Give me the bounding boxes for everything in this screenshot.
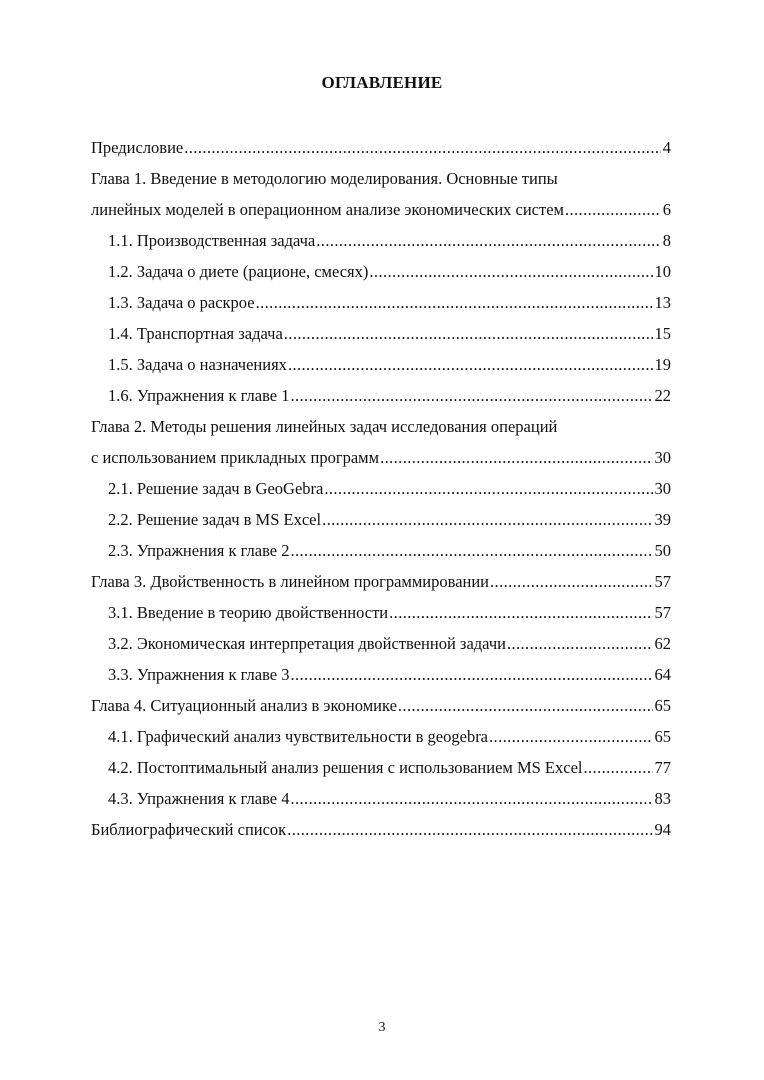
toc-entry-section-4-1	[91, 721, 671, 752]
dot-leader	[565, 200, 661, 220]
toc-entry-text: 1.2. Задача о диете (рационе, смесях)	[108, 261, 369, 281]
toc-entry-text: 3.1. Введение в теорию двойственности	[108, 602, 389, 622]
toc-entry-text: 1.5. Задача о назначениях	[108, 354, 287, 374]
toc-entry-section-1-6	[91, 380, 671, 411]
toc-entry-section-1-2	[91, 256, 671, 287]
toc-entry-preface	[91, 132, 671, 163]
toc-entry-section-2-2	[91, 504, 671, 535]
toc-entry-text: с использованием прикладных программ	[91, 447, 380, 467]
toc-page-number: 19	[654, 354, 671, 374]
toc-entry-text: Глава 3. Двойственность в линейном программировании	[91, 571, 490, 591]
toc-entry-text: Библиографический список	[91, 819, 287, 839]
toc-page-number: 8	[662, 230, 671, 250]
toc-page-number: 4	[662, 137, 671, 157]
toc-page-number: 22	[654, 385, 671, 405]
toc-page-number: 57	[654, 571, 671, 591]
toc-entry-text: 4.2. Постоптимальный анализ решения с использованием MS Excel	[108, 757, 583, 777]
toc-page-number: 64	[654, 664, 671, 684]
toc-entry-text: 3.2. Экономическая интерпретация двойственной задачи	[108, 633, 506, 653]
toc-page-number: 30	[654, 478, 671, 498]
toc-entry-section-2-3	[91, 535, 671, 566]
toc-entry-chapter-2	[91, 442, 671, 473]
toc-entry-text: 1.4. Транспортная задача	[108, 323, 283, 343]
dot-leader	[489, 727, 652, 747]
dot-leader	[284, 324, 653, 344]
dot-leader	[389, 603, 652, 623]
toc-entry-text: 2.3. Упражнения к главе 2	[108, 540, 290, 560]
dot-leader	[287, 820, 652, 840]
toc-entry-section-2-1	[91, 473, 671, 504]
toc-entry-section-1-4	[91, 318, 671, 349]
toc-entry-text: 1.1. Производственная задача	[108, 230, 316, 250]
toc-entry-section-3-2	[91, 628, 671, 659]
dot-leader	[184, 138, 661, 158]
toc-entry-chapter-1-heading	[91, 163, 671, 194]
toc-entry-section-4-2	[91, 752, 671, 783]
dot-leader	[316, 231, 660, 251]
toc-entry-text: Глава 4. Ситуационный анализ в экономике	[91, 695, 397, 715]
toc-page-number: 10	[654, 261, 671, 281]
toc-entry-text: 2.1. Решение задач в GeoGebra	[108, 478, 324, 498]
toc-entry-text: 4.1. Графический анализ чувствительности в geogebra	[108, 726, 489, 746]
dot-leader	[324, 479, 652, 499]
dot-leader	[369, 262, 652, 282]
toc-entry-chapter-4	[91, 690, 671, 721]
toc-entry-text: 3.3. Упражнения к главе 3	[108, 664, 290, 684]
page-title: ОГЛАВЛЕНИЕ	[321, 73, 443, 92]
toc-entry-text: 4.3. Упражнения к главе 4	[108, 788, 290, 808]
toc-entry-section-1-5	[91, 349, 671, 380]
dot-leader	[290, 789, 652, 809]
dot-leader	[290, 665, 652, 685]
dot-leader	[288, 355, 653, 375]
toc-page-number: 83	[654, 788, 671, 808]
toc-entry-section-3-3	[91, 659, 671, 690]
toc-entry-text: 2.2. Решение задач в MS Excel	[108, 509, 322, 529]
toc-page-number: 50	[654, 540, 671, 560]
dot-leader	[490, 572, 652, 592]
toc-entry-text: 1.3. Задача о раскрое	[108, 292, 255, 312]
toc-page-number: 62	[654, 633, 671, 653]
toc-entry-text: Глава 2. Методы решения линейных задач исследования операций	[91, 416, 558, 436]
table-of-contents	[91, 132, 671, 845]
toc-page-number: 65	[654, 695, 671, 715]
dot-leader	[584, 758, 653, 778]
toc-page-number: 6	[662, 199, 671, 219]
toc-entry-text: 1.6. Упражнения к главе 1	[108, 385, 290, 405]
toc-entry-section-4-3	[91, 783, 671, 814]
toc-page-number: 77	[654, 757, 671, 777]
toc-page-number: 15	[654, 323, 671, 343]
toc-entry-bibliography	[91, 814, 671, 845]
toc-page-number: 57	[654, 602, 671, 622]
toc-page-number: 65	[654, 726, 671, 746]
dot-leader	[322, 510, 652, 530]
toc-entry-text: Глава 1. Введение в методологию моделирования. Основные типы	[91, 168, 558, 188]
toc-entry-text: линейных моделей в операционном анализе экономических систем	[91, 199, 564, 219]
dot-leader	[256, 293, 653, 313]
toc-entry-chapter-3	[91, 566, 671, 597]
page-number: 3	[378, 1020, 386, 1035]
dot-leader	[290, 386, 652, 406]
dot-leader	[398, 696, 653, 716]
toc-entry-chapter-1	[91, 194, 671, 225]
dot-leader	[290, 541, 652, 561]
toc-entry-chapter-2-heading	[91, 411, 671, 442]
toc-entry-section-1-3	[91, 287, 671, 318]
toc-page-number: 13	[654, 292, 671, 312]
toc-entry-section-3-1	[91, 597, 671, 628]
toc-entry-text: Предисловие	[91, 137, 184, 157]
dot-leader	[507, 634, 653, 654]
toc-page-number: 94	[654, 819, 671, 839]
dot-leader	[380, 448, 652, 468]
toc-page-number: 39	[654, 509, 671, 529]
toc-entry-section-1-1	[91, 225, 671, 256]
toc-page-number: 30	[654, 447, 671, 467]
